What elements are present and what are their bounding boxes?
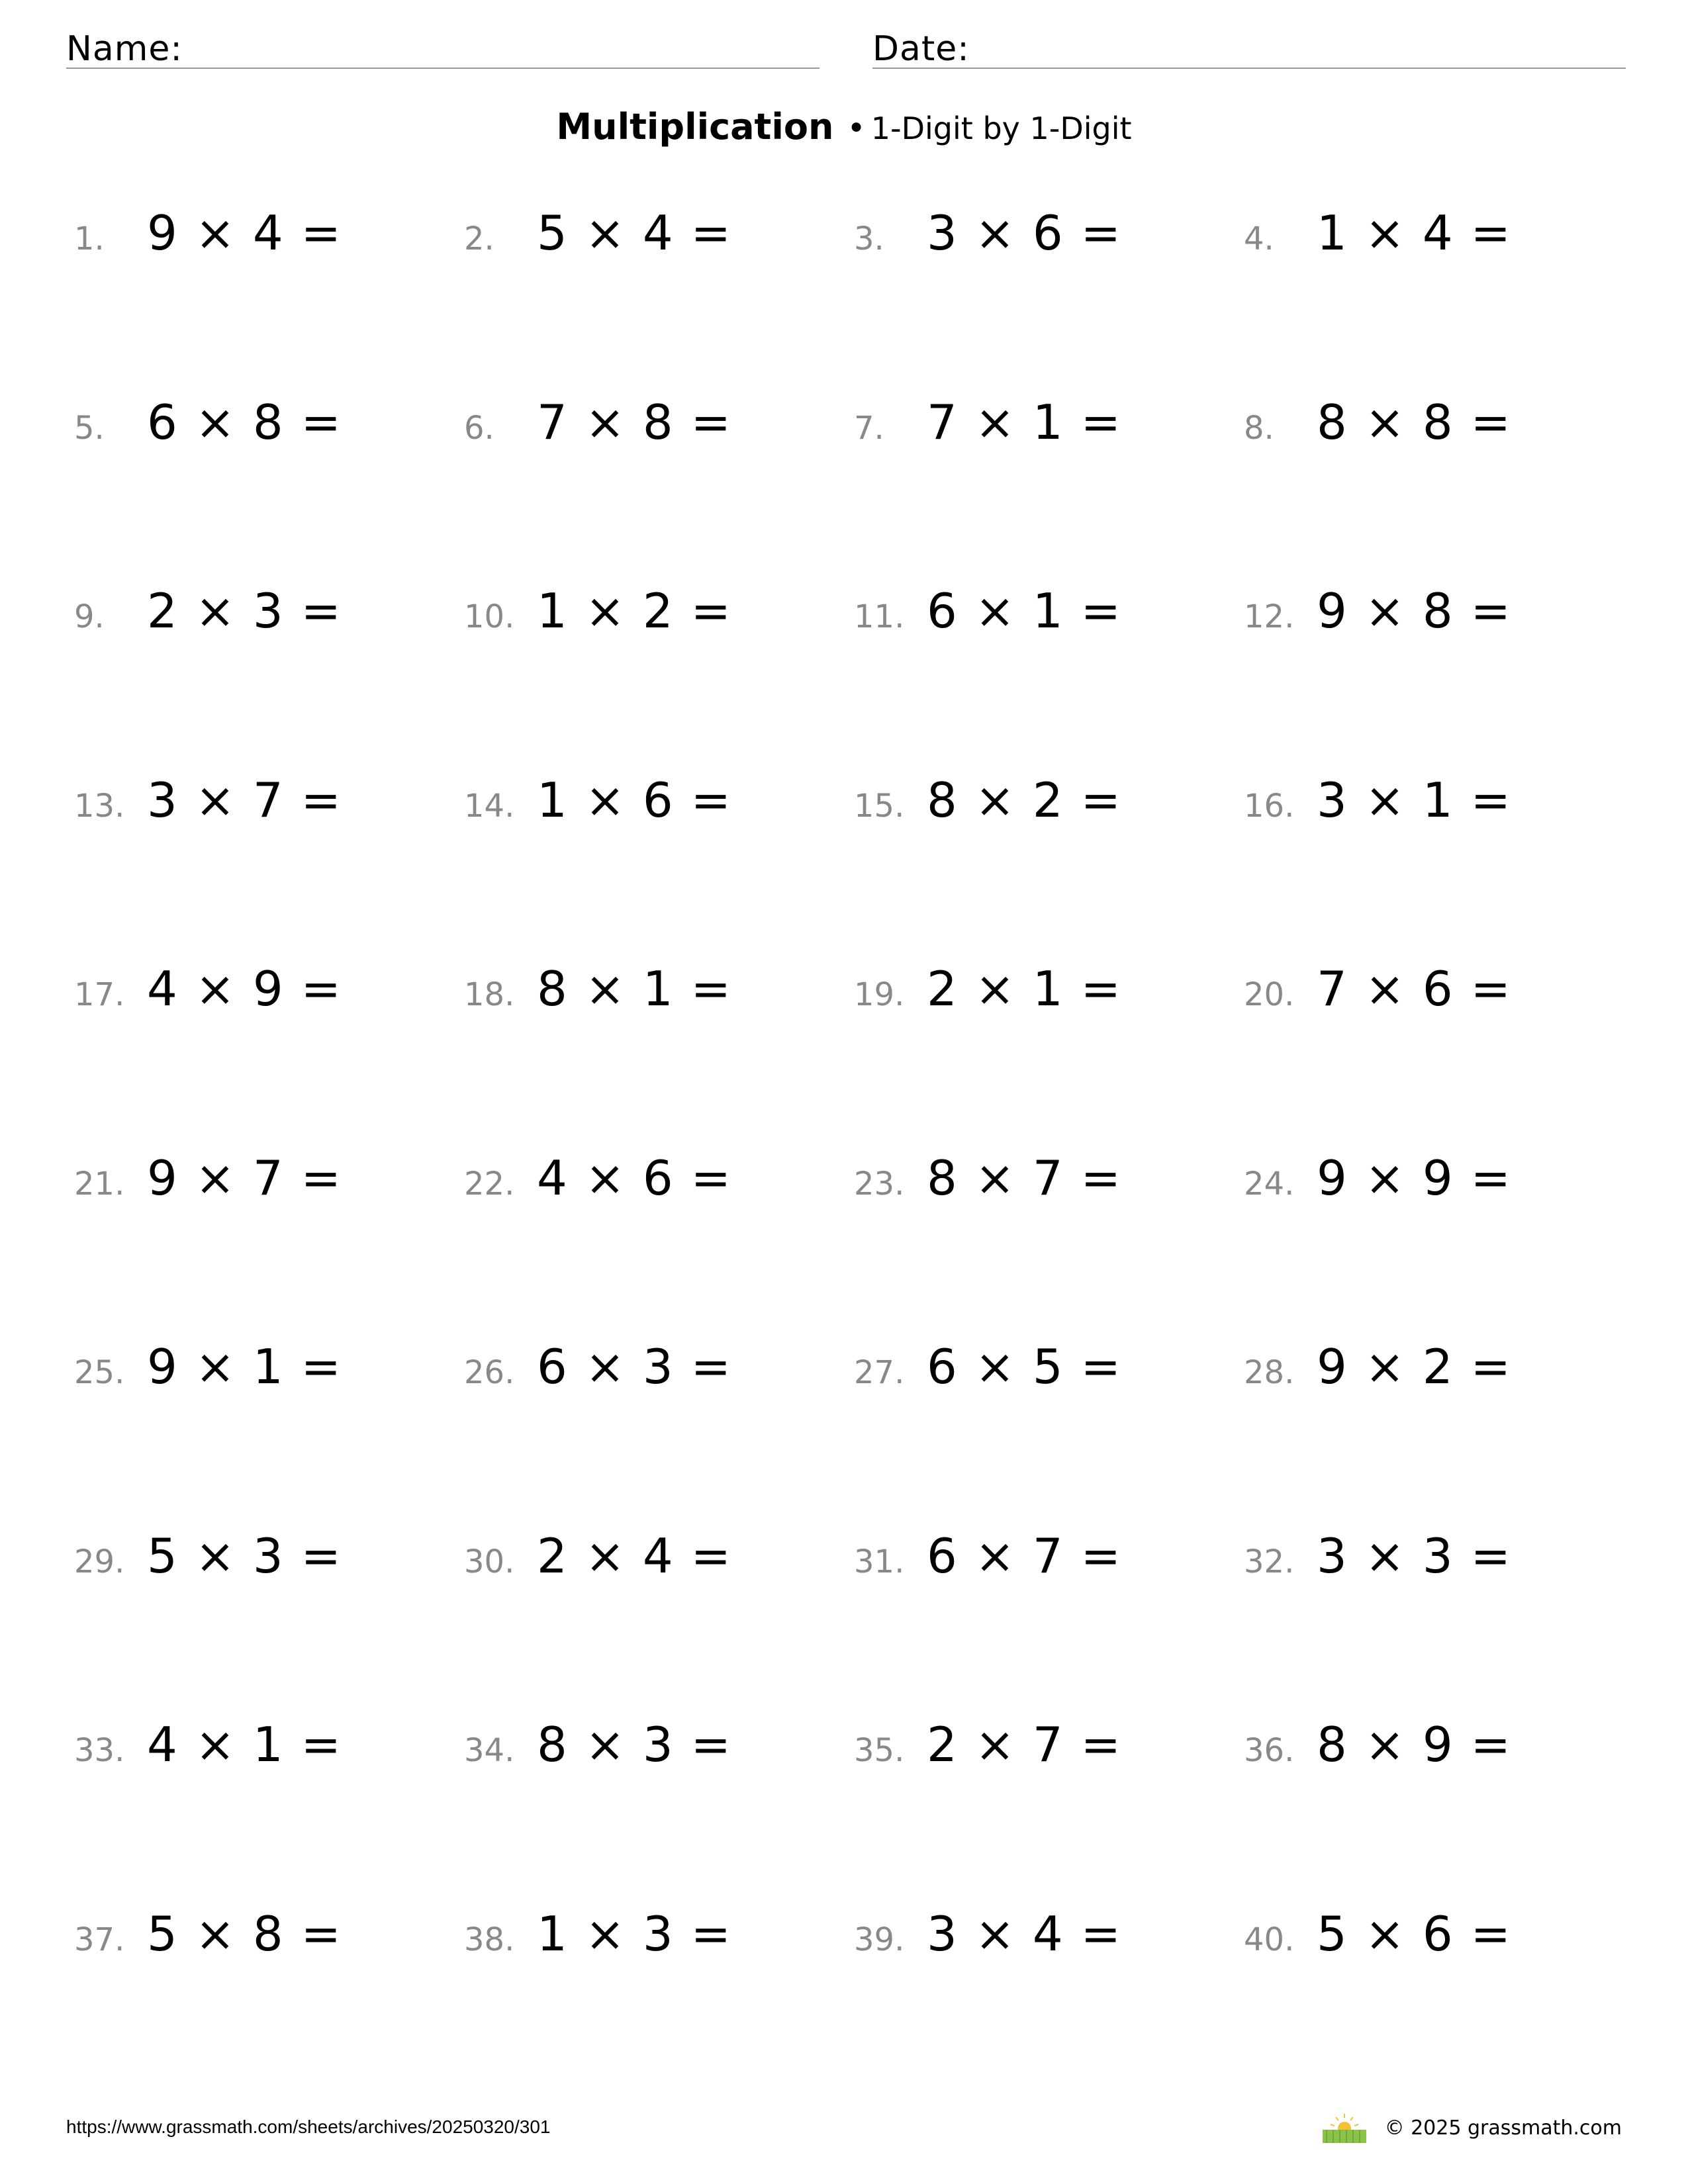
- problem-number: 1.: [74, 220, 105, 257]
- problem-item: [464, 1462, 854, 1594]
- problem-item: [74, 1084, 464, 1216]
- title-bullet: •: [847, 110, 866, 147]
- problem-expression: 7 × 1 =: [927, 394, 1122, 450]
- problem-expression: 8 × 8 =: [1317, 394, 1512, 450]
- problem-item: [854, 895, 1244, 1027]
- problem-expression: 3 × 4 =: [927, 1905, 1122, 1962]
- problem-expression: 5 × 3 =: [147, 1527, 342, 1584]
- problem-expression: 3 × 7 =: [147, 772, 342, 828]
- problem-item: [74, 895, 464, 1027]
- problem-expression: 9 × 8 =: [1317, 583, 1512, 639]
- problem-item: [74, 328, 464, 461]
- problem-number: 12.: [1244, 598, 1295, 635]
- problem-number: 39.: [854, 1921, 905, 1958]
- problem-number: 21.: [74, 1165, 125, 1203]
- problem-expression: 2 × 7 =: [927, 1717, 1122, 1772]
- problem-number: 30.: [464, 1543, 515, 1580]
- problem-expression: 5 × 6 =: [1317, 1905, 1512, 1962]
- problem-expression: 5 × 4 =: [537, 205, 732, 261]
- problem-expression: 4 × 9 =: [147, 961, 342, 1017]
- problem-expression: 6 × 7 =: [927, 1527, 1122, 1584]
- problem-item: [74, 517, 464, 649]
- footer-url: https://www.grassmath.com/sheets/archives/20250320/301: [66, 2116, 551, 2137]
- problem-expression: 9 × 2 =: [1317, 1339, 1512, 1394]
- title-main: Multiplication: [556, 106, 834, 148]
- problem-number: 26.: [464, 1354, 515, 1391]
- problem-number: 28.: [1244, 1354, 1295, 1391]
- problem-item: [1244, 1462, 1634, 1594]
- problem-item: [1244, 1273, 1634, 1405]
- problem-number: 18.: [464, 976, 515, 1013]
- problem-item: [854, 1084, 1244, 1216]
- problem-number: 32.: [1244, 1543, 1295, 1580]
- problem-number: 27.: [854, 1354, 905, 1391]
- problem-number: 34.: [464, 1732, 515, 1769]
- problem-expression: 2 × 3 =: [147, 583, 342, 639]
- problem-number: 15.: [854, 787, 905, 825]
- problem-number: 16.: [1244, 787, 1295, 825]
- problem-number: 35.: [854, 1732, 905, 1769]
- problem-number: 9.: [74, 598, 105, 635]
- problem-item: [1244, 1840, 1634, 1972]
- problem-expression: 3 × 1 =: [1317, 772, 1512, 828]
- problem-expression: 6 × 3 =: [537, 1339, 732, 1394]
- problem-item: [854, 328, 1244, 461]
- problem-item: [1244, 895, 1634, 1027]
- problem-item: [1244, 139, 1634, 271]
- problem-item: [854, 706, 1244, 839]
- problem-number: 31.: [854, 1543, 905, 1580]
- problem-item: [854, 1273, 1244, 1405]
- problem-number: 11.: [854, 598, 905, 635]
- problem-expression: 8 × 2 =: [927, 772, 1122, 828]
- problem-number: 22.: [464, 1165, 515, 1203]
- problem-number: 7.: [854, 409, 884, 447]
- title-subtitle: 1-Digit by 1-Digit: [870, 111, 1132, 146]
- problem-expression: 9 × 4 =: [147, 205, 342, 261]
- problem-item: [464, 1651, 854, 1783]
- problem-number: 38.: [464, 1921, 515, 1958]
- problem-number: 36.: [1244, 1732, 1295, 1769]
- problem-item: [854, 1462, 1244, 1594]
- name-field[interactable]: [66, 25, 820, 69]
- problem-expression: 9 × 7 =: [147, 1150, 342, 1206]
- problem-expression: 6 × 1 =: [927, 583, 1122, 639]
- problem-item: [464, 328, 854, 461]
- problem-expression: 9 × 1 =: [147, 1339, 342, 1394]
- problem-number: 20.: [1244, 976, 1295, 1013]
- problem-number: 6.: [464, 409, 494, 447]
- problem-expression: 2 × 1 =: [927, 961, 1122, 1017]
- problem-number: 23.: [854, 1165, 905, 1203]
- problem-number: 40.: [1244, 1921, 1295, 1958]
- problem-item: [74, 1273, 464, 1405]
- problem-item: [854, 139, 1244, 271]
- problem-number: 8.: [1244, 409, 1274, 447]
- problem-item: [464, 139, 854, 271]
- problem-item: [1244, 328, 1634, 461]
- problem-item: [464, 1273, 854, 1405]
- problem-item: [1244, 706, 1634, 839]
- problem-expression: 7 × 6 =: [1317, 961, 1512, 1017]
- problem-number: 33.: [74, 1732, 125, 1769]
- problem-item: [464, 1840, 854, 1972]
- problem-expression: 3 × 3 =: [1317, 1527, 1512, 1584]
- problem-item: [854, 517, 1244, 649]
- grass-sun-logo-icon: [1321, 2111, 1368, 2144]
- problem-item: [854, 1651, 1244, 1783]
- problem-item: [74, 139, 464, 271]
- problem-expression: 1 × 4 =: [1317, 205, 1512, 261]
- problem-grid: [74, 205, 1663, 2098]
- problem-expression: 3 × 6 =: [927, 205, 1122, 261]
- footer-brand: [1321, 2111, 1622, 2144]
- problem-item: [464, 1084, 854, 1216]
- problem-item: [1244, 1651, 1634, 1783]
- problem-expression: 1 × 6 =: [537, 772, 732, 828]
- problem-expression: 6 × 8 =: [147, 394, 342, 450]
- problem-expression: 8 × 3 =: [537, 1717, 732, 1772]
- problem-number: 10.: [464, 598, 515, 635]
- problem-number: 14.: [464, 787, 515, 825]
- problem-number: 37.: [74, 1921, 125, 1958]
- problem-number: 29.: [74, 1543, 125, 1580]
- date-label: Date:: [872, 29, 970, 69]
- problem-expression: 8 × 7 =: [927, 1150, 1122, 1206]
- problem-item: [74, 1462, 464, 1594]
- problem-item: [1244, 1084, 1634, 1216]
- problem-expression: 1 × 3 =: [537, 1905, 732, 1962]
- problem-expression: 1 × 2 =: [537, 583, 732, 639]
- problem-expression: 5 × 8 =: [147, 1905, 342, 1962]
- footer-copyright: © 2025 grassmath.com: [1384, 2116, 1622, 2140]
- problem-item: [464, 517, 854, 649]
- problem-expression: 7 × 8 =: [537, 394, 732, 450]
- problem-expression: 4 × 1 =: [147, 1717, 342, 1772]
- problem-number: 25.: [74, 1354, 125, 1391]
- problem-item: [74, 706, 464, 839]
- problem-item: [1244, 517, 1634, 649]
- problem-expression: 4 × 6 =: [537, 1150, 732, 1206]
- problem-number: 5.: [74, 409, 105, 447]
- problem-number: 24.: [1244, 1165, 1295, 1203]
- problem-expression: 6 × 5 =: [927, 1339, 1122, 1394]
- problem-item: [74, 1651, 464, 1783]
- problem-number: 2.: [464, 220, 494, 257]
- name-label: Name:: [66, 29, 183, 69]
- problem-expression: 8 × 1 =: [537, 961, 732, 1017]
- problem-expression: 9 × 9 =: [1317, 1150, 1512, 1206]
- problem-expression: 8 × 9 =: [1317, 1717, 1512, 1772]
- date-field[interactable]: [872, 25, 1626, 69]
- problem-number: 17.: [74, 976, 125, 1013]
- problem-number: 3.: [854, 220, 884, 257]
- problem-number: 19.: [854, 976, 905, 1013]
- problem-item: [854, 1840, 1244, 1972]
- problem-item: [464, 895, 854, 1027]
- problem-number: 4.: [1244, 220, 1274, 257]
- problem-item: [464, 706, 854, 839]
- problem-number: 13.: [74, 787, 125, 825]
- problem-expression: 2 × 4 =: [537, 1527, 732, 1584]
- problem-item: [74, 1840, 464, 1972]
